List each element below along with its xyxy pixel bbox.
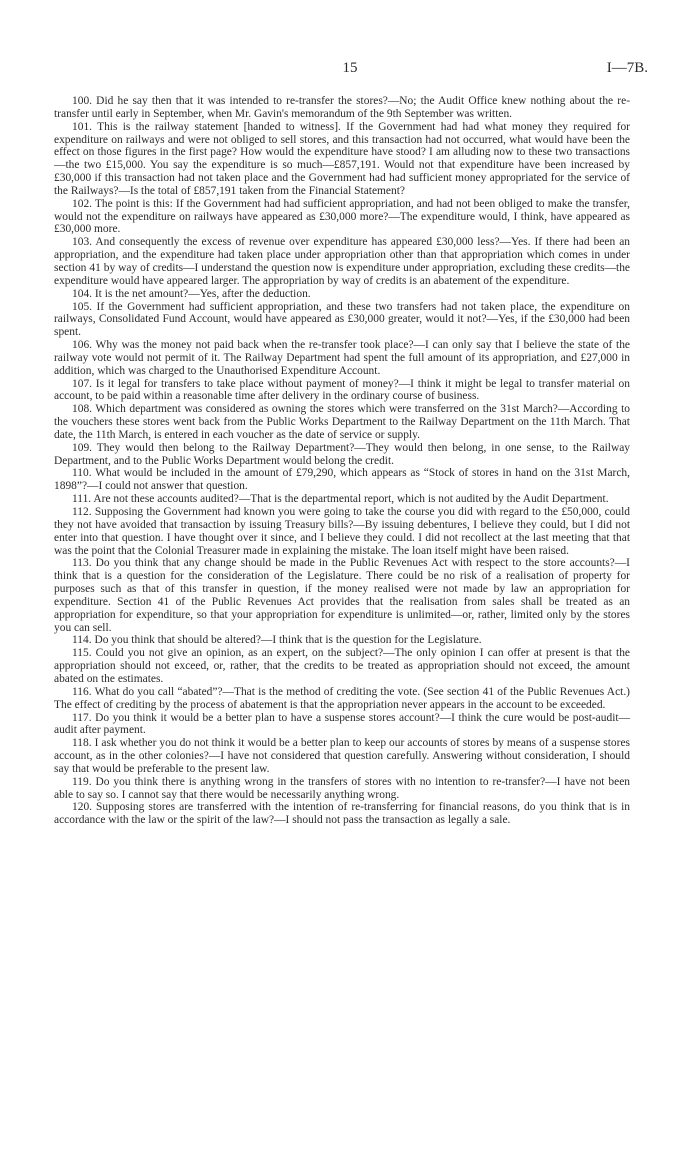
document-body <box>54 95 630 827</box>
paragraph-q116: 116. What do you call “abated”?—That is the method of crediting the vote. (See section 41 of the Public Revenues Act.) The effect of crediting by the process of abatement is that the appropriation never appears in the account to be exceeded. <box>54 685 630 711</box>
paragraph-q100: 100. Did he say then that it was intended to re-transfer the stores?—No; the Audit Office knew nothing about the re-transfer until early in September, when Mr. Gavin's memorandum of the 9th September was written. <box>54 95 630 120</box>
paragraph-q108: 108. Which department was considered as owning the stores which were transferred on the 31st March?—According to the vouchers these stores went back from the Public Works Department to the Railway Department on the 11th March. That date, the 11th March, is entered in each voucher as the date of service or supply. <box>54 403 630 441</box>
paragraph-q118: 118. I ask whether you do not think it would be a better plan to keep our accounts of stores by means of a suspense stores account, as in the other colonies?—I have not considered that question carefully. Answering without consideration, I should say that would be preferable to the present law. <box>54 737 630 775</box>
paragraph-q117: 117. Do you think it would be a better plan to have a suspense stores account?—I think the cure would be post-audit—audit after payment. <box>54 711 630 737</box>
paragraph-q107: 107. Is it legal for transfers to take place without payment of money?—I think it might be legal to transfer material on account, to be paid within a reasonable time after delivery in the ordinary course of business. <box>54 377 630 403</box>
paragraph-q105: 105. If the Government had sufficient appropriation, and these two transfers had not taken place, the expenditure on railways, Consolidated Fund Account, would have appeared as £30,000 greater, would it not?—Yes, if the £30,000 had been spent. <box>54 300 630 339</box>
paragraph-q110: 110. What would be included in the amount of £79,290, which appears as “Stock of stores in hand on the 31st March, 1898”?—I could not answer that question. <box>54 467 630 493</box>
paragraph-q113: 113. Do you think that any change should be made in the Public Revenues Act with respect to the store accounts?—I think that is a question for the consideration of the Legislature. There could be no risk of a realisation of property for purposes such as that of this transfer in question, if the money realised were not made by law an appropriation for expenditure. Section 41 of the Public Revenues Act provides that the realisation from sales shall be treated as an appropriation for expenditure, so that your appropriation for expenditure is unlimited—or, rather, limited only by the stores you can sell. <box>54 557 630 634</box>
paragraph-q115: 115. Could you not give an opinion, as an expert, on the subject?—The only opinion I can offer at present is that the appropriation should not exceed, or, rather, that the credits to be treated as appropriation should not exceed, the amount abated on the estimates. <box>54 647 630 685</box>
paragraph-q101: 101. This is the railway statement [handed to witness]. If the Government had had what money they required for expenditure on railways and were not obliged to sell stores, and this transaction had not occurred, what would have been the effect on those figures in the first page? How would the expenditure have stood? I am alluding now to these two transactions—the two £15,000. You say the expenditure is so much—£857,191. Would not that expenditure have been increased by £30,000 if this transaction had not taken place and the Government had had sufficient money appropriated for the service of the Railways?—Is the total of £857,191 taken from the Financial Statement? <box>54 120 630 197</box>
paragraph-q112: 112. Supposing the Government had known you were going to take the course you did with regard to the £50,000, could they not have avoided that transaction by issuing Treasury bills?—By issuing debentures, I believe they could, but I did not enter into that question. I have thought over it since, and I believe they could. I did not recollect at the last meeting that that was the point that the Colonial Treasurer made in explaining the mistake. The loan itself might have been raised. <box>54 506 630 557</box>
paragraph-q111: 111. Are not these accounts audited?—That is the departmental report, which is not audited by the Audit Department. <box>72 493 609 506</box>
page-number: 15 <box>342 60 358 76</box>
paragraph-q114: 114. Do you think that should be altered?—I think that is the question for the Legislature. <box>72 634 482 647</box>
paragraph-q104: 104. It is the net amount?—Yes, after the deduction. <box>72 287 311 300</box>
paragraph-q106: 106. Why was the money not paid back when the re-transfer took place?—I can only say that I believe the state of the railway vote would not permit of it. The Railway Department had spent the full amount of its appropriation, and £27,000 in addition, which was charged to the Unauthorised Expenditure Account. <box>54 339 630 377</box>
paragraph-q103: 103. And consequently the excess of revenue over expenditure has appeared £30,000 less?—Yes. If there had been an appropriation, and the expenditure had taken place under appropriation other than that appropriation which comes in under section 41 by way of credits—I understand the question now is expenditure under appropriation, excluding these credits—the expenditure would have appeared larger. The appropriation by way of credits is an abatement of the expenditure. <box>54 236 630 287</box>
document-reference: I—7B. <box>606 60 648 76</box>
paragraph-q109: 109. They would then belong to the Railway Department?—They would then belong, in one sense, to the Railway Department, and to the Public Works Department would belong the credit. <box>54 441 630 467</box>
paragraph-q120: 120. Supposing stores are transferred with the intention of re-transferring for financial reasons, do you think that is in accordance with the law or the spirit of the law?—I should not pass the transaction as legally a sale. <box>54 801 630 827</box>
paragraph-q119: 119. Do you think there is anything wrong in the transfers of stores with no intention to re-transfer?—I have not been able to say so. I cannot say that there would be necessarily anything wrong. <box>54 775 630 801</box>
paragraph-q102: 102. The point is this: If the Government had had sufficient appropriation, and had not been obliged to make the transfer, would not the expenditure on railways have appeared as £30,000 more?—The expenditure would, I think, have appeared as £30,000 more. <box>54 197 630 236</box>
